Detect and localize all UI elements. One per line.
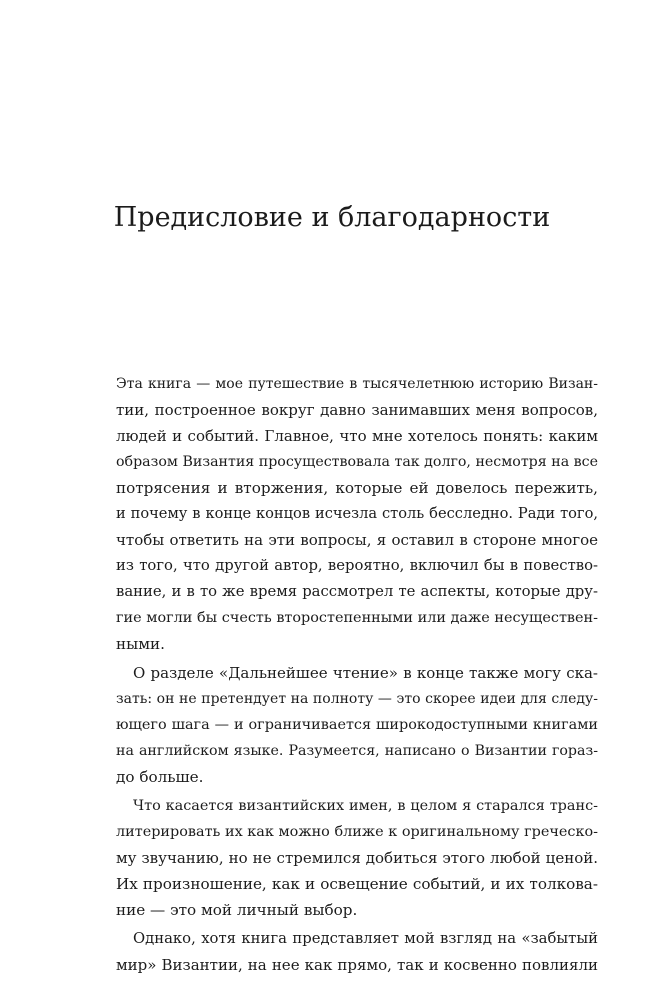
text-line: потрясения и вторжения, которые ей довелось пережить, bbox=[116, 479, 598, 497]
text-line: зать: он не претендует на полноту — это скорее идеи для следу- bbox=[116, 691, 598, 707]
text-line: и почему в конце концов исчезла столь бесследно. Ради того, bbox=[116, 505, 598, 522]
text-line: на английском языке. Разумеется, написано о Византии горaз- bbox=[116, 743, 598, 759]
text-line: О разделе «Дальнейшее чтение» в конце также могу ска- bbox=[133, 664, 598, 682]
text-line: гие могли бы счесть второстепенными или даже несуществен- bbox=[116, 610, 598, 626]
text-line: до больше. bbox=[116, 768, 204, 786]
text-line: Эта книга — мое путешествие в тысячелетнюю историю Визан- bbox=[116, 376, 598, 392]
paragraph-4 bbox=[116, 926, 598, 978]
text-line: из того, что другой автор, вероятно, включил бы в повество- bbox=[116, 557, 598, 574]
text-line: Их произношение, как и освещение событий, и их толкова- bbox=[116, 875, 598, 893]
text-line: ными. bbox=[116, 635, 165, 653]
text-line: тии, построенное вокруг давно занимавших меня вопросов, bbox=[116, 401, 598, 419]
text-line: вание, и в то же время рассмотрел те аспекты, которые дру- bbox=[116, 583, 598, 600]
chapter-title: Предисловие и благодарности bbox=[113, 202, 551, 233]
text-line: чтобы ответить на эти вопросы, я оставил в стороне многое bbox=[116, 531, 598, 549]
text-line: мир» Византии, на нее как прямо, так и косвенно повлияли bbox=[116, 956, 598, 974]
paragraph-2 bbox=[116, 660, 598, 790]
text-line: ющего шага — и ограничивается широкодоступными книгами bbox=[116, 717, 598, 733]
text-line: людей и событий. Главное, что мне хотелось понять: каким bbox=[116, 427, 598, 445]
text-line: литерировать их как можно ближе к оригинальному греческо- bbox=[116, 824, 598, 840]
paragraph-1 bbox=[116, 371, 598, 657]
text-line: му звучанию, но не стремился добиться этого любой ценой. bbox=[116, 849, 598, 867]
body-text bbox=[116, 371, 598, 978]
text-line: образом Византия просуществовала так долго, несмотря на все bbox=[116, 454, 598, 470]
text-line: ние — это мой личный выбор. bbox=[116, 901, 358, 919]
text-line: Однако, хотя книга представляет мой взгляд на «забытый bbox=[133, 930, 598, 947]
text-line: Что касается византийских имен, в целом я старался транс- bbox=[133, 798, 598, 814]
paragraph-3 bbox=[116, 793, 598, 923]
